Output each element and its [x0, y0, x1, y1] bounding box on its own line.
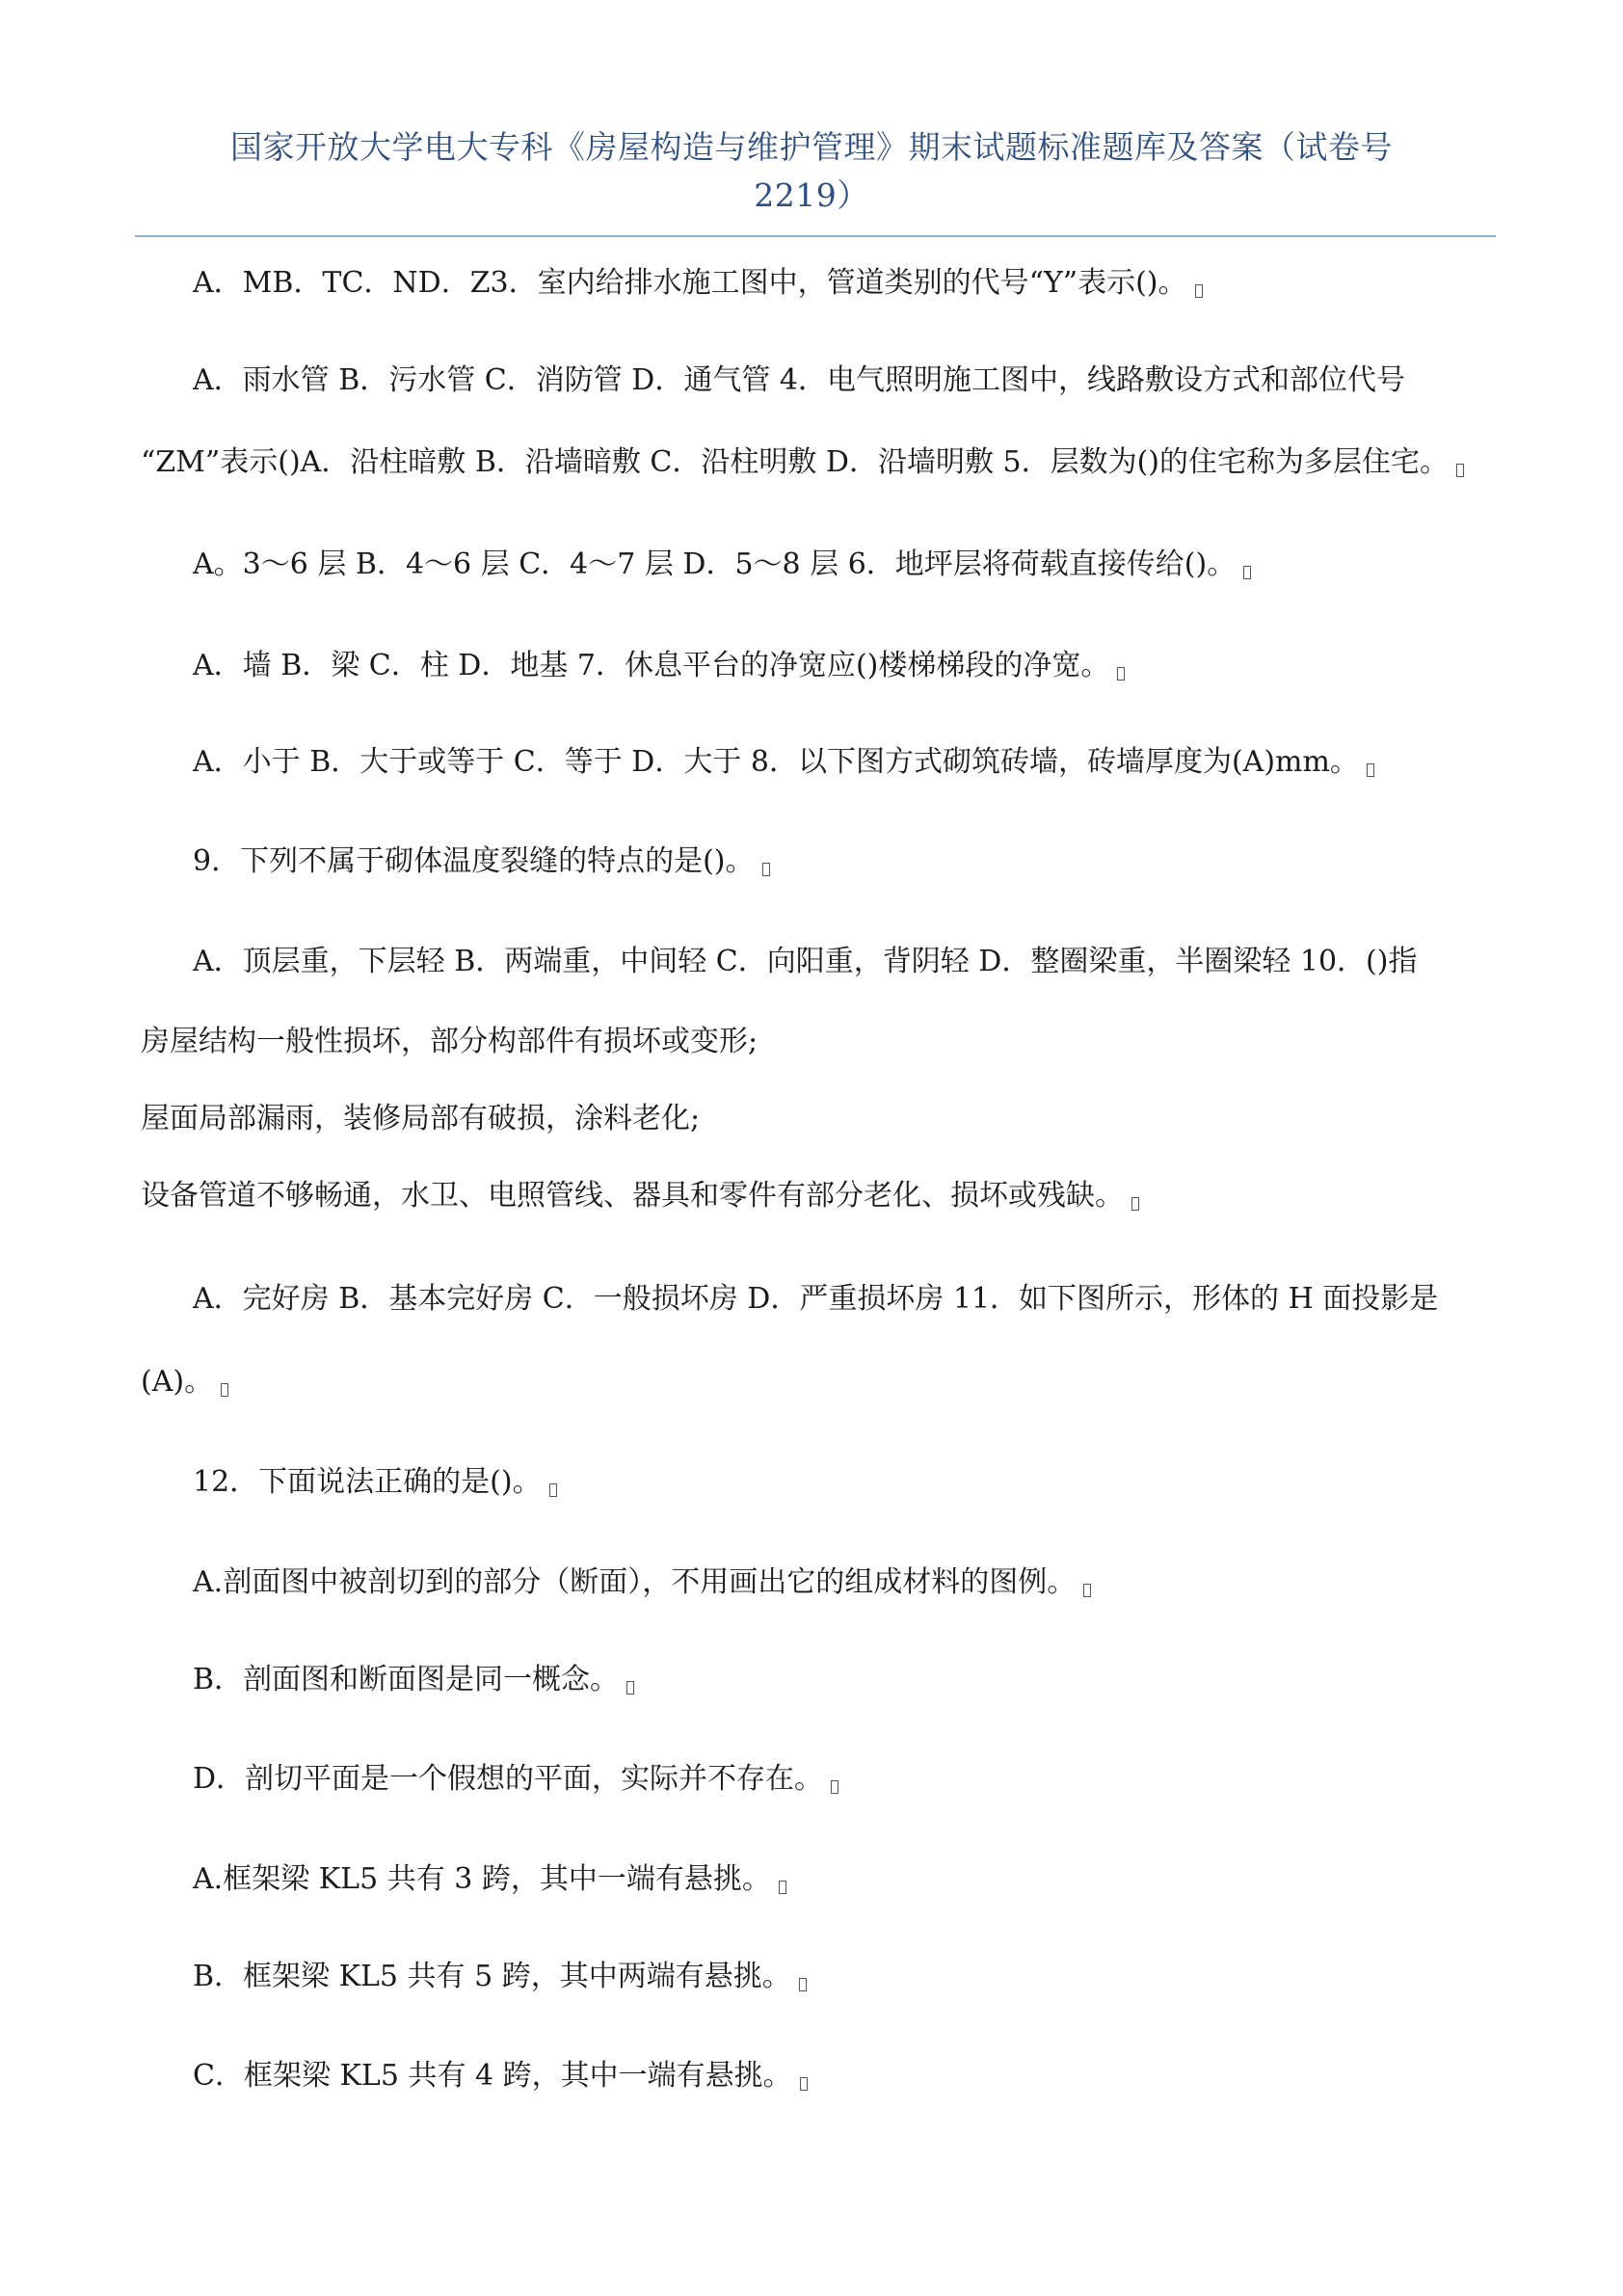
placeholder-glyph-icon [762, 863, 770, 876]
placeholder-glyph-icon [1243, 566, 1251, 579]
placeholder-glyph-icon [221, 1383, 228, 1397]
placeholder-glyph-icon [1117, 667, 1125, 681]
text-line: A。3～6 层 B．4～6 层 C．4～7 层 D．5～8 层 6．地坪层将荷载直接传给()。 [193, 546, 1251, 584]
text-line: C．框架梁 KL5 共有 4 跨，其中一端有悬挑。 [193, 2057, 808, 2096]
text-line: 9．下列不属于砌体温度裂缝的特点的是()。 [193, 842, 770, 881]
placeholder-glyph-icon [831, 1780, 838, 1794]
text-line: “ZM”表示()A．沿柱暗敷 B．沿墙暗敷 C．沿柱明敷 D．沿墙明敷 5．层数为()的住宅称为多层住宅。 [141, 443, 1464, 482]
text-line: A．MB．TC．ND．Z3．室内给排水施工图中，管道类别的代号“Y”表示()。 [193, 264, 1203, 303]
placeholder-glyph-icon [1083, 1584, 1091, 1597]
text-line: A．顶层重，下层轻 B．两端重，中间轻 C．向阳重，背阴轻 D．整圈梁重，半圈梁轻 10．()指 [193, 945, 1418, 978]
text-line: B．框架梁 KL5 共有 5 跨，其中两端有悬挑。 [193, 1958, 807, 1996]
placeholder-glyph-icon [549, 1483, 557, 1497]
document-title [135, 123, 1488, 220]
text-line: 房屋结构一般性损坏，部分构部件有损坏或变形; [141, 1025, 758, 1058]
text-line: A．墙 B．梁 C．柱 D．地基 7．休息平台的净宽应()楼梯梯段的净宽。 [193, 647, 1125, 685]
placeholder-glyph-icon [1195, 284, 1203, 298]
placeholder-glyph-icon [626, 1681, 634, 1695]
text-line: 屋面局部漏雨，装修局部有破损，涂料老化; [141, 1102, 701, 1135]
text-line: A.框架梁 KL5 共有 3 跨，其中一端有悬挑。 [193, 1860, 786, 1899]
title-line-1: 国家开放大学电大专科《房屋构造与维护管理》期末试题标准题库及答案（试卷号 [230, 128, 1393, 166]
placeholder-glyph-icon [1131, 1197, 1139, 1211]
placeholder-glyph-icon [799, 1978, 807, 1991]
placeholder-glyph-icon [779, 1881, 786, 1894]
text-line: 设备管道不够畅通，水卫、电照管线、器具和零件有部分老化、损坏或残缺。 [141, 1177, 1139, 1215]
placeholder-glyph-icon [1456, 464, 1464, 477]
text-line: A.剖面图中被剖切到的部分（断面），不用画出它的组成材料的图例。 [193, 1563, 1091, 1602]
text-line: D．剖切平面是一个假想的平面，实际并不存在。 [193, 1760, 838, 1799]
text-line: (A)。 [141, 1363, 228, 1402]
text-line: A．完好房 B．基本完好房 C．一般损坏房 D．严重损坏房 11．如下图所示，形体的 H 面投影是 [193, 1282, 1439, 1316]
title-line-2: 2219） [754, 176, 869, 214]
placeholder-glyph-icon [800, 2077, 808, 2091]
text-line: 12．下面说法正确的是()。 [193, 1463, 557, 1502]
text-line: A．小于 B．大于或等于 C．等于 D．大于 8．以下图方式砌筑砖墙，砖墙厚度为(A)mm。 [193, 743, 1374, 782]
placeholder-glyph-icon [1367, 763, 1374, 777]
title-divider [135, 235, 1496, 237]
text-line: B．剖面图和断面图是同一概念。 [193, 1661, 634, 1699]
text-line: A．雨水管 B．污水管 C．消防管 D．通气管 4．电气照明施工图中，线路敷设方式和部位代号 [193, 363, 1405, 397]
